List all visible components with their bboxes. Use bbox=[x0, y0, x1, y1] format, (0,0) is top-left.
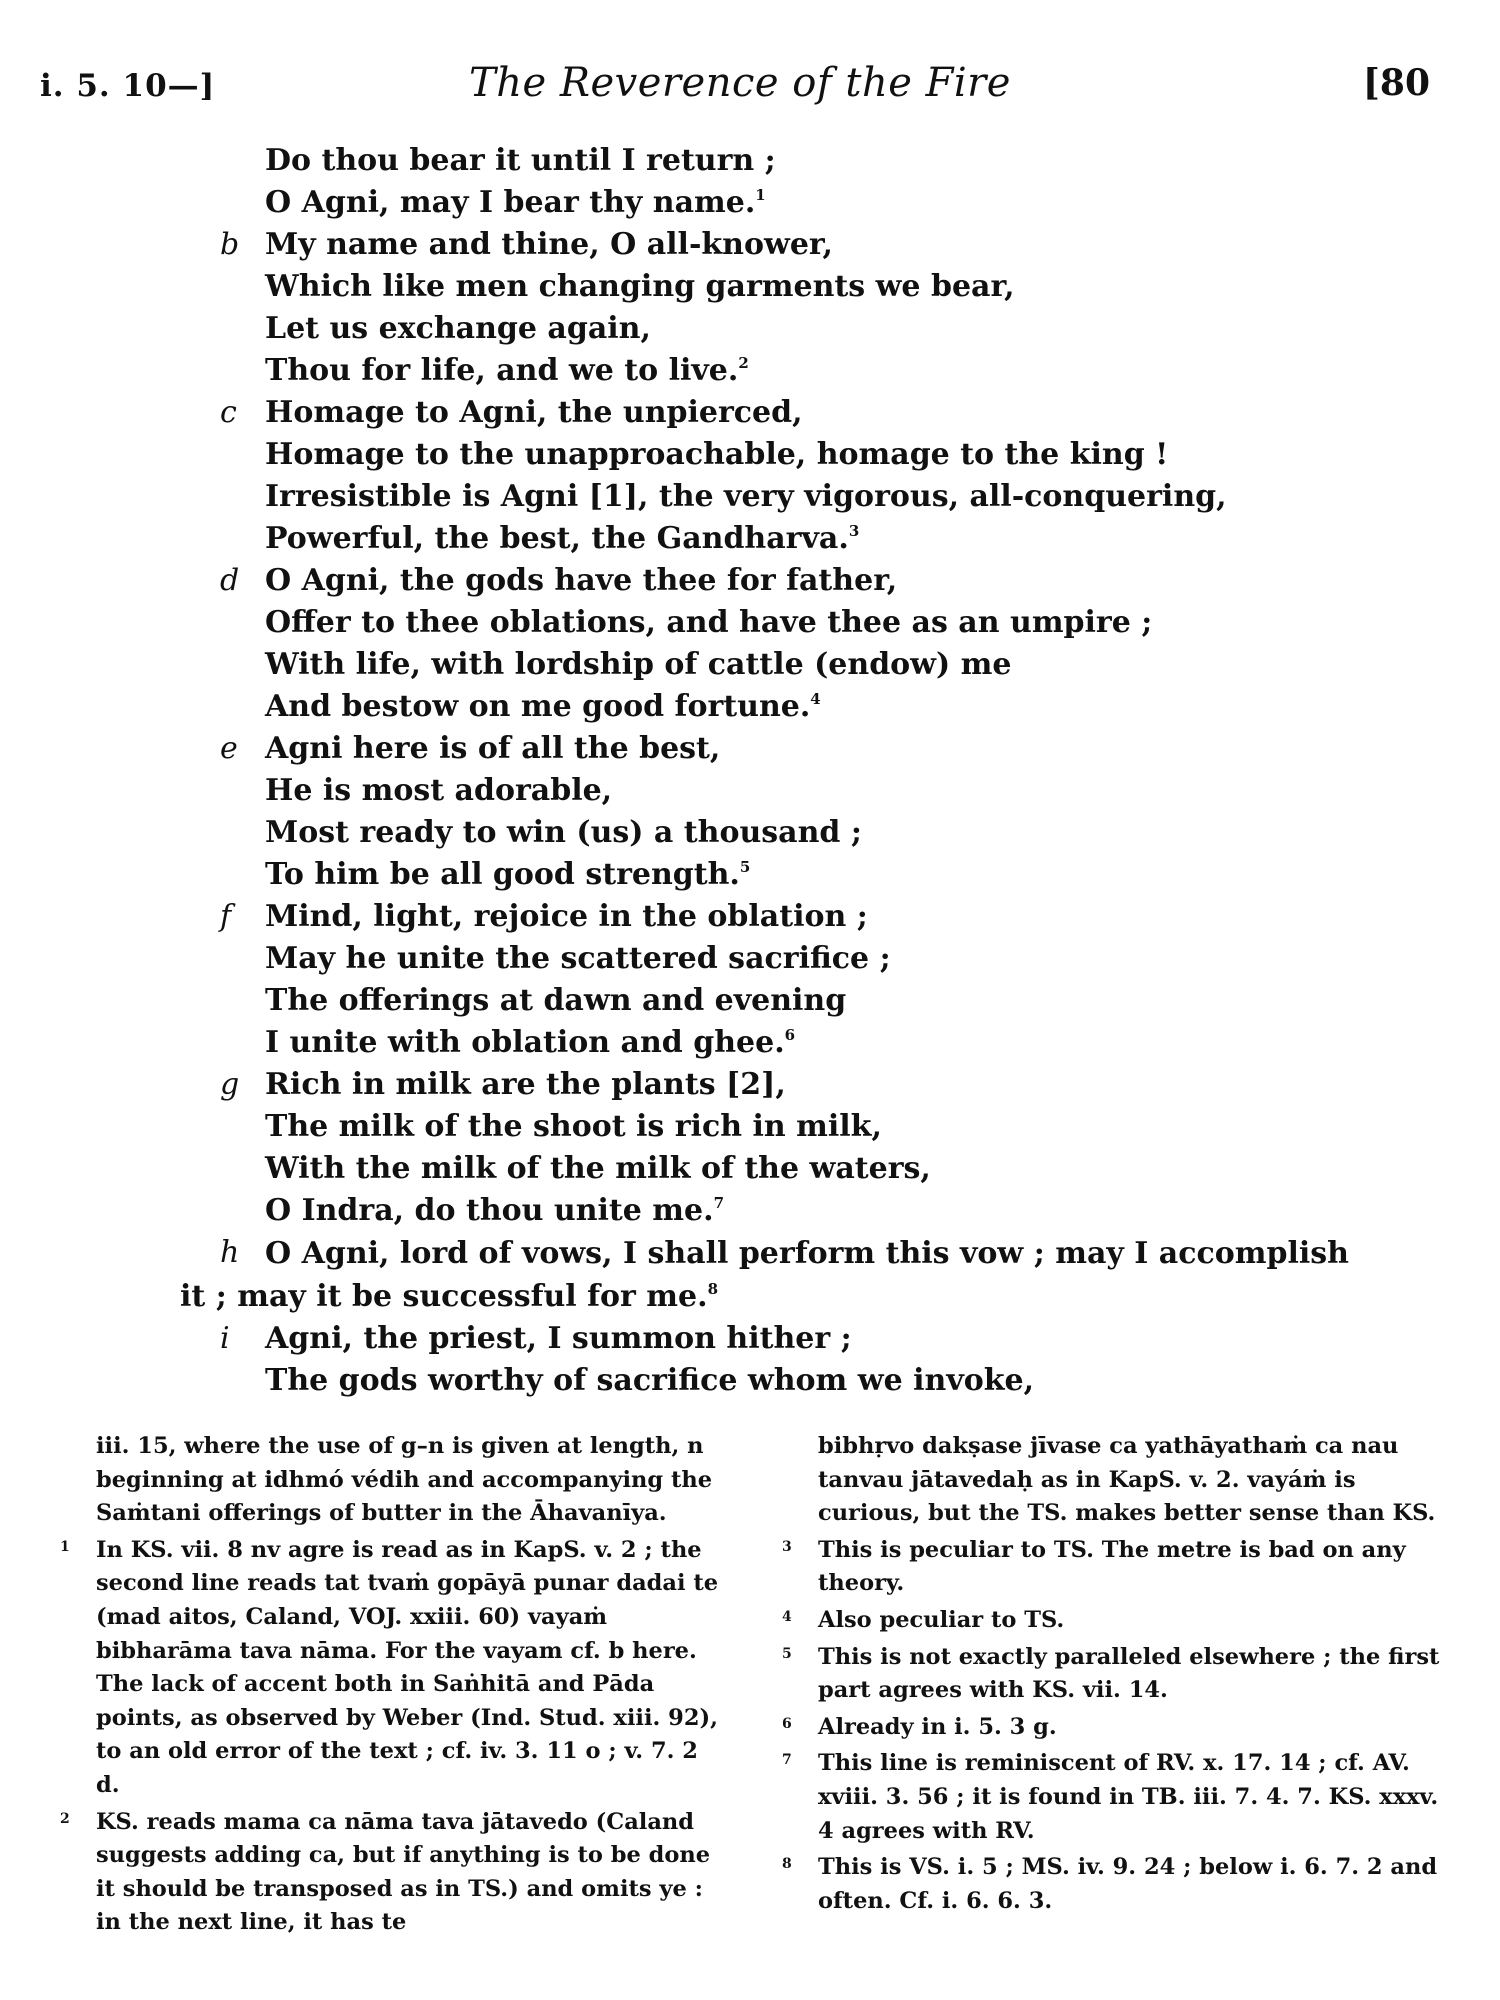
verse-line: Homage to the unapproachable, homage to the king ! bbox=[265, 437, 1169, 472]
verse-line: Thou for life, and we to live.$^2$ bbox=[265, 353, 749, 388]
stanza-letter: b bbox=[220, 227, 240, 262]
verse-line: The offerings at dawn and evening bbox=[265, 983, 847, 1018]
footnote-ref: 6 bbox=[784, 1026, 796, 1044]
stanza-letter: f bbox=[220, 899, 232, 934]
verse-line: Rich in milk are the plants [2], bbox=[265, 1067, 786, 1102]
verse-line: Do thou bear it until I return ; bbox=[265, 143, 776, 178]
stanza-c bbox=[180, 392, 1450, 560]
stanza-letter: h bbox=[220, 1235, 240, 1270]
verse-line: With life, with lordship of cattle (endow) me bbox=[265, 647, 1012, 682]
verse-line: He is most adorable, bbox=[265, 773, 613, 808]
page-number: [80 bbox=[1362, 62, 1430, 104]
footnote-ref: 4 bbox=[810, 690, 821, 708]
verse-line: O Indra, do thou unite me.$^7$ bbox=[265, 1193, 725, 1228]
stanza-b bbox=[180, 224, 1450, 392]
verse-line: Homage to Agni, the unpierced, bbox=[265, 395, 803, 430]
footnote-ref: 8 bbox=[707, 1280, 719, 1298]
verse-line: Mind, light, rejoice in the oblation ; bbox=[265, 899, 868, 934]
verse-line: And bestow on me good fortune.$^4$ bbox=[265, 689, 821, 724]
verse-line: Which like men changing garments we bear, bbox=[265, 269, 1015, 304]
main-text bbox=[180, 140, 1450, 1402]
footnote-ref: 7 bbox=[713, 1194, 725, 1212]
stanza-letter: e bbox=[220, 731, 238, 766]
footnotes bbox=[60, 1430, 1450, 1980]
footnote-continuation: bibhṛvo dakṣase jīvase ca yathāyathaṁ ca nau tanvau jātavedaḥ as in KapS. v. 2. vayáṁ is curious, but the TS. makes better sense than KS. bbox=[818, 1433, 1436, 1527]
footnotes-right-column bbox=[782, 1430, 1442, 1918]
verse-line: The gods worthy of sacrifice whom we invoke, bbox=[265, 1363, 1035, 1398]
footnote-ref: 3 bbox=[848, 522, 860, 540]
verse-line: Offer to thee oblations, and have thee as an umpire ; bbox=[265, 605, 1153, 640]
footnote-4: 4 Also peculiar to TS. bbox=[782, 1606, 1065, 1633]
stanza-g bbox=[180, 1064, 1450, 1232]
verse-line: Agni here is of all the best, bbox=[265, 731, 721, 766]
stanza-h bbox=[180, 1232, 1450, 1318]
stanza-letter: c bbox=[220, 395, 237, 430]
page-title: The Reverence of the Fire bbox=[469, 60, 1011, 106]
verse-line: With the milk of the milk of the waters, bbox=[265, 1151, 931, 1186]
prose-line: it ; may it be successful for me.$^8$ bbox=[180, 1279, 719, 1314]
stanza-a-continued bbox=[180, 140, 1450, 224]
stanza-letter: g bbox=[220, 1067, 240, 1102]
running-header bbox=[40, 60, 1440, 120]
verse-line: The milk of the shoot is rich in milk, bbox=[265, 1109, 882, 1144]
stanza-f bbox=[180, 896, 1450, 1064]
footnote-ref: 5 bbox=[739, 858, 751, 876]
footnote-1: 1 In KS. vii. 8 nv agre is read as in KapS. v. 2 ; the second line reads tat tvaṁ gopāyā punar dadai te (mad aitos, Caland, VOJ. xxiii. 60) vayaṁ bibharāma tava nāma. For the vayam cf. b here. The lack of accent both in Saṅhitā and Pāda points, as observed by Weber (Ind. Stud. xiii. 92), to an old error of the text ; cf. iv. 3. 11 o ; v. 7. 2 d. bbox=[60, 1536, 719, 1798]
verse-line: O Agni, the gods have thee for father, bbox=[265, 563, 898, 598]
footnote-7: 7 This line is reminiscent of RV. x. 17. 14 ; cf. AV. xviii. 3. 56 ; it is found in TB. iii. 7. 4. 7. KS. xxxv. 4 agrees with RV. bbox=[782, 1750, 1439, 1844]
footnote-ref: 2 bbox=[738, 354, 749, 372]
prose-line: O Agni, lord of vows, I shall perform this vow ; may I accomplish bbox=[265, 1236, 1349, 1271]
verse-line: My name and thine, O all-knower, bbox=[265, 227, 833, 262]
stanza-letter: d bbox=[220, 563, 240, 598]
section-reference: i. 5. 10—] bbox=[40, 68, 216, 104]
verse-line: I unite with oblation and ghee.$^6$ bbox=[265, 1025, 796, 1060]
footnote-ref: 1 bbox=[755, 186, 766, 204]
verse-line: Powerful, the best, the Gandharva.$^3$ bbox=[265, 521, 860, 556]
verse-line: Most ready to win (us) a thousand ; bbox=[265, 815, 862, 850]
footnote-2: 2 KS. reads mama ca nāma tava jātavedo (Caland suggests adding ca, but if anything is to be done it should be transposed as in TS.) and omits ye : in the next line, it has te bbox=[60, 1808, 711, 1936]
footnotes-left-column bbox=[60, 1430, 720, 1940]
stanza-d bbox=[180, 560, 1450, 728]
footnote-8: 8 This is VS. i. 5 ; MS. iv. 9. 24 ; below i. 6. 7. 2 and often. Cf. i. 6. 6. 3. bbox=[782, 1854, 1438, 1914]
stanza-i bbox=[180, 1318, 1450, 1402]
verse-line: O Agni, may I bear thy name.$^1$ bbox=[265, 185, 766, 220]
verse-line: To him be all good strength.$^5$ bbox=[265, 857, 751, 892]
verse-line: Irresistible is Agni [1], the very vigorous, all-conquering, bbox=[265, 479, 1227, 514]
footnote-5: 5 This is not exactly paralleled elsewhere ; the first part agrees with KS. vii. 14. bbox=[782, 1643, 1440, 1704]
stanza-e bbox=[180, 728, 1450, 896]
footnote-continuation: iii. 15, where the use of g–n is given at length, n beginning at idhmó védih and accompanying the Saṁtani offerings of butter in the Āhavanīya. bbox=[96, 1433, 713, 1527]
verse-line: Let us exchange again, bbox=[265, 311, 651, 346]
verse-line: Agni, the priest, I summon hither ; bbox=[265, 1321, 852, 1356]
footnote-6: 6 Already in i. 5. 3 g. bbox=[782, 1713, 1057, 1740]
stanza-letter: i bbox=[220, 1321, 230, 1356]
footnote-3: 3 This is peculiar to TS. The metre is bad on any theory. bbox=[782, 1536, 1406, 1597]
verse-line: May he unite the scattered sacrifice ; bbox=[265, 941, 891, 976]
